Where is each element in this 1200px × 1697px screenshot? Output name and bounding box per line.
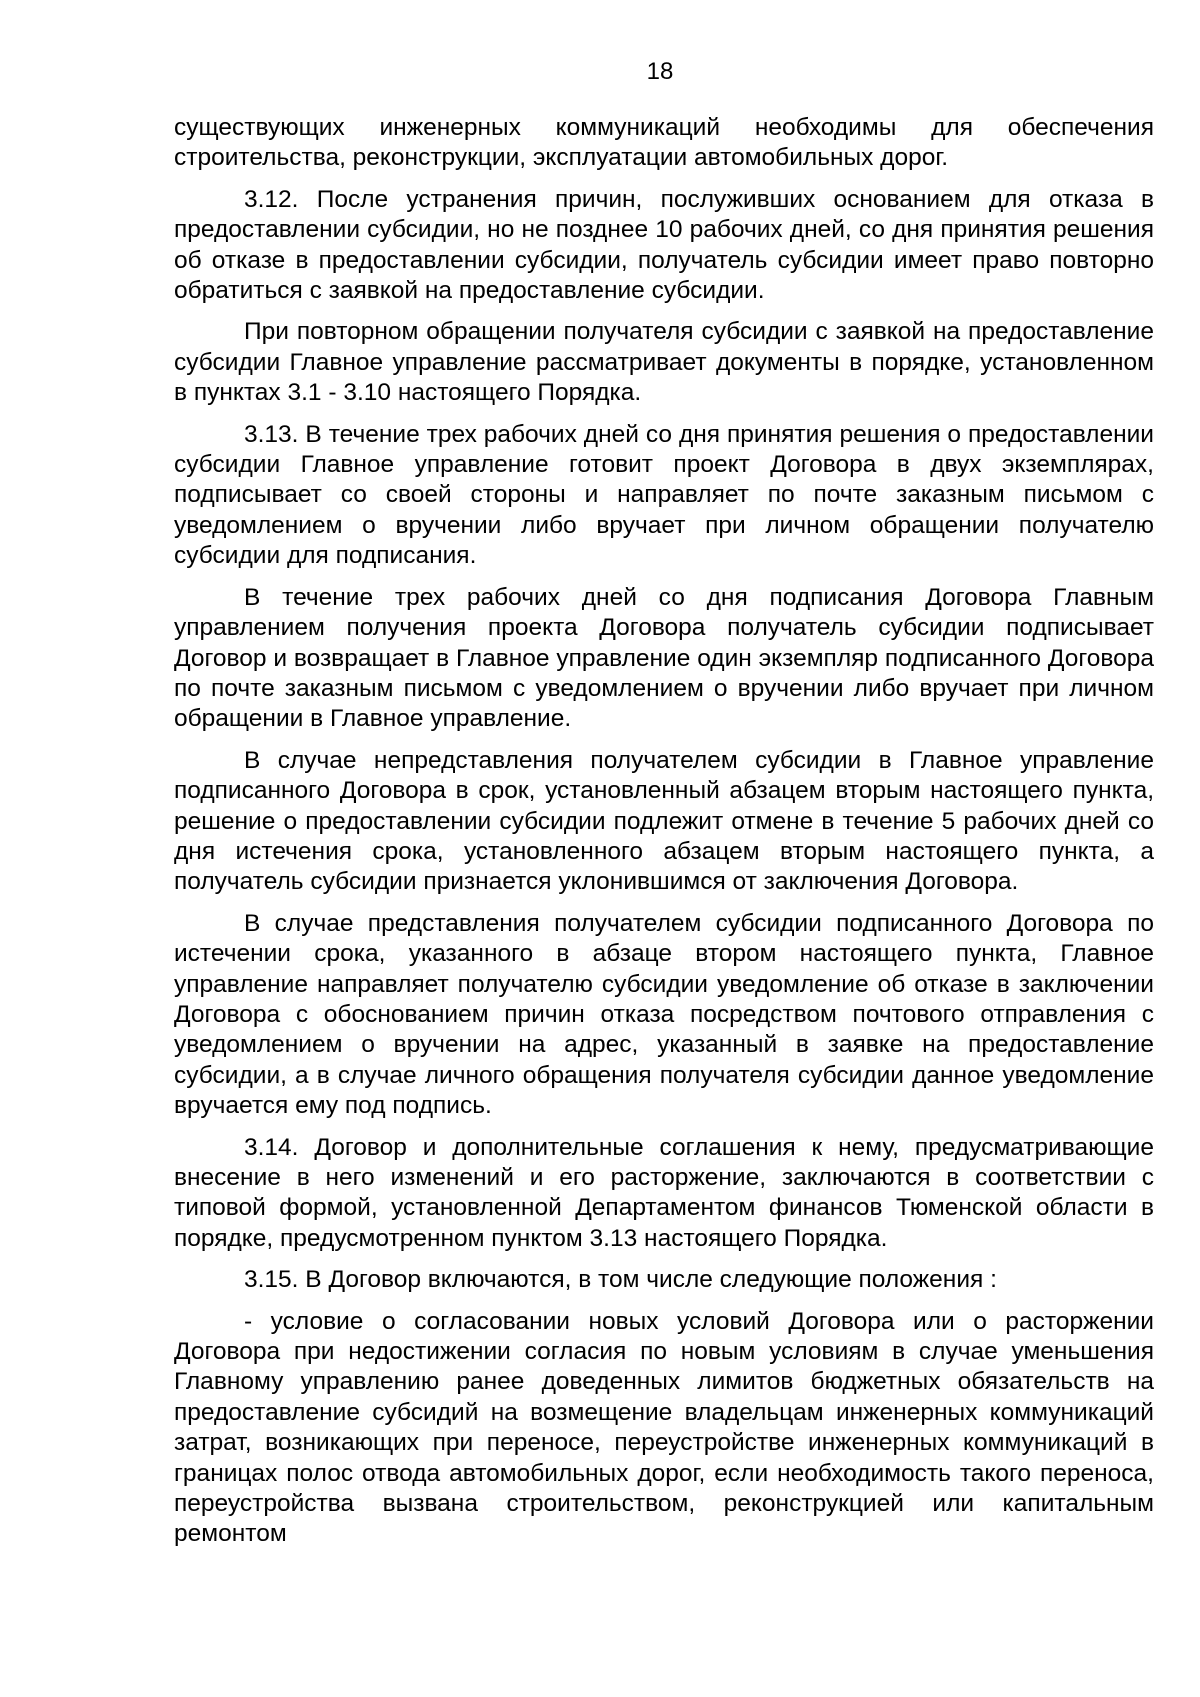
- paragraph-3-14: 3.14. Договор и дополнительные соглашения к нему, предусматривающие внесение в него изменений и его расторжение, заключаются в соответствии с типовой формой, установленной Департаментом финансов Тюменской области в порядке, предусмотренном пунктом 3.13 настоящего Порядка.: [174, 1133, 1154, 1252]
- paragraph-continuation: существующих инженерных коммуникаций необходимы для обеспечения строительства, реконструкции, эксплуатации автомобильных дорог.: [174, 114, 1154, 172]
- paragraph-condition-item: - условие о согласовании новых условий Договора или о расторжении Договора при недостижении согласия по новым условиям в случае уменьшения Главному управлению ранее доведенных лимитов бюджетных обязательств на предоставление субсидий на возмещение владельцам инженерных коммуникаций затрат, возникающих при переносе, переустройстве инженерных коммуникаций в границах полос отвода автомобильных дорог, если необходимость такого переноса, переустройства вызвана строительством, реконструкцией или капитальным ремонтом: [174, 1307, 1154, 1548]
- paragraph-3-15: 3.15. В Договор включаются, в том числе следующие положения :: [244, 1266, 997, 1294]
- document-body: [174, 113, 1154, 1561]
- paragraph-repeat-application: При повторном обращении получателя субсидии с заявкой на предоставление субсидии Главное управление рассматривает документы в порядке, установленном в пунктах 3.1 - 3.10 настоящего Порядка.: [174, 318, 1154, 407]
- paragraph-3-13: 3.13. В течение трех рабочих дней со дня принятия решения о предоставлении субсидии Главное управление готовит проект Договора в двух экземплярах, подписывает со своей стороны и направляет по почте заказным письмом с уведомлением о вручении либо вручает при личном обращении получателю субсидии для подписания.: [174, 420, 1154, 570]
- page-number: 18: [646, 58, 674, 85]
- paragraph-late-submission: В случае представления получателем субсидии подписанного Договора по истечении срока, указанного в абзаце втором настоящего пункта, Главное управление направляет получателю субсидии уведомление об отказе в заключении Договора с обоснованием причин отказа посредством почтового отправления с уведомлением о вручении на адрес, указанный в заявке на предоставление субсидии, а в случае личного обращения получателя субсидии данное уведомление вручается ему под подпись.: [174, 909, 1154, 1120]
- paragraph-3-12: 3.12. После устранения причин, послуживших основанием для отказа в предоставлении субсидии, но не позднее 10 рабочих дней, со дня принятия решения об отказе в предоставлении субсидии, получатель субсидии имеет право повторно обратиться с заявкой на предоставление субсидии.: [174, 185, 1154, 305]
- paragraph-non-submission: В случае непредставления получателем субсидии в Главное управление подписанного Договора в срок, установленный абзацем вторым настоящего пункта, решение о предоставлении субсидии подлежит отмене в течение 5 рабочих дней со дня истечения срока, установленного абзацем вторым настоящего пункта, а получатель субсидии признается уклонившимся от заключения Договора.: [174, 746, 1154, 896]
- paragraph-signing-term: В течение трех рабочих дней со дня подписания Договора Главным управлением получения проекта Договора получатель субсидии подписывает Договор и возвращает в Главное управление один экземпляр подписанного Договора по почте заказным письмом с уведомлением о вручении либо вручает при личном обращении в Главное управление.: [174, 583, 1154, 733]
